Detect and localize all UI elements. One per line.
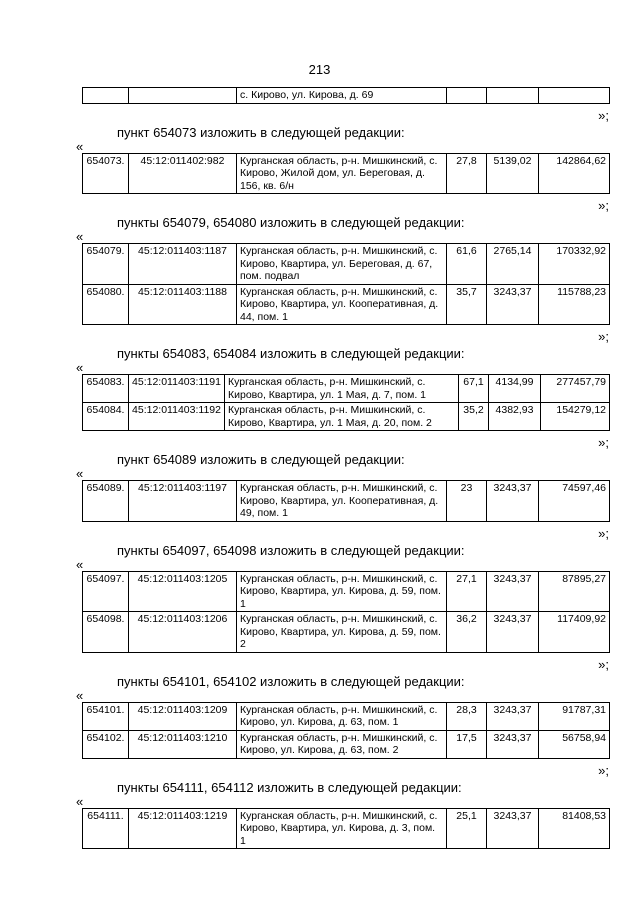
cell-cadastral: 45:12:011402:982 <box>129 153 237 194</box>
cell-address: с. Кирово, ул. Кирова, д. 69 <box>237 88 447 104</box>
cell-cadastral: 45:12:011403:1219 <box>129 808 237 849</box>
cell-area: 36,2 <box>447 612 487 653</box>
cell-total: 56758,94 <box>539 730 610 758</box>
opening-quote: « <box>76 229 84 244</box>
table-fragment-top <box>82 87 610 104</box>
cell-price: 3243,37 <box>487 571 539 612</box>
table-row <box>83 612 610 653</box>
cell-cadastral: 45:12:011403:1188 <box>129 284 237 325</box>
cell-num: 654097. <box>83 571 129 612</box>
table-row <box>83 375 610 403</box>
cell-price: 3243,37 <box>487 284 539 325</box>
cell-price: 5139,02 <box>487 153 539 194</box>
amendment-instruction: пункты 654097, 654098 изложить в следующей редакции: <box>117 542 465 558</box>
cell-cadastral: 45:12:011403:1206 <box>129 612 237 653</box>
cell-total <box>539 88 610 104</box>
table-row <box>83 403 610 431</box>
cell-area: 23 <box>447 481 487 522</box>
cell-cadastral: 45:12:011403:1209 <box>129 702 237 730</box>
cell-address: Курганская область, р-н. Мишкинский, с. Кирово, Квартира, ул. Кооперативная, д. 49, пом. 1 <box>237 481 447 522</box>
closing-quote: »; <box>598 762 609 778</box>
cell-total: 81408,53 <box>539 808 610 849</box>
opening-quote: « <box>76 466 84 481</box>
amendment-instruction: пункты 654079, 654080 изложить в следующей редакции: <box>117 215 465 230</box>
cell-num <box>83 88 129 104</box>
cell-price: 4382,93 <box>489 403 541 431</box>
opening-quote: « <box>76 793 84 809</box>
table-row <box>83 244 610 285</box>
cell-total: 91787,31 <box>539 702 610 730</box>
property-table <box>82 702 610 759</box>
cell-total: 115788,23 <box>539 284 610 325</box>
cell-address: Курганская область, р-н. Мишкинский, с. Кирово, Квартира, ул. Кирова, д. 59, пом. 1 <box>237 571 447 612</box>
cell-price: 3243,37 <box>487 808 539 849</box>
cell-price: 4134,99 <box>489 375 541 403</box>
cell-address: Курганская область, р-н. Мишкинский, с. Кирово, Квартира, ул. Кооперативная, д. 44, пом. 1 <box>237 284 447 325</box>
cell-price <box>487 88 539 104</box>
cell-area: 17,5 <box>447 730 487 758</box>
cell-address: Курганская область, р-н. Мишкинский, с. Кирово, Квартира, ул. 1 Мая, д. 7, пом. 1 <box>225 375 459 403</box>
closing-quote: »; <box>598 198 609 213</box>
table-row <box>83 571 610 612</box>
cell-price: 3243,37 <box>487 730 539 758</box>
cell-area: 27,8 <box>447 153 487 194</box>
cell-price: 2765,14 <box>487 244 539 285</box>
opening-quote: « <box>76 138 84 154</box>
cell-num: 654079. <box>83 244 129 285</box>
amendment-instruction: пункты 654101, 654102 изложить в следующей редакции: <box>117 673 465 689</box>
cell-num: 654101. <box>83 702 129 730</box>
cell-num: 654102. <box>83 730 129 758</box>
cell-area: 61,6 <box>447 244 487 285</box>
cell-area <box>447 88 487 104</box>
opening-quote: « <box>76 360 84 375</box>
property-table <box>82 374 610 431</box>
table-row <box>83 808 610 849</box>
cell-total: 117409,92 <box>539 612 610 653</box>
cell-total: 277457,79 <box>541 375 610 403</box>
cell-area: 25,1 <box>447 808 487 849</box>
closing-quote: »; <box>598 656 609 672</box>
property-table <box>82 808 610 850</box>
table-row <box>83 284 610 325</box>
property-table <box>82 571 610 653</box>
table-row <box>83 702 610 730</box>
cell-address: Курганская область, р-н. Мишкинский, с. Кирово, Жилой дом, ул. Береговая, д. 156, кв. 6/н <box>237 153 447 194</box>
cell-total: 87895,27 <box>539 571 610 612</box>
cell-total: 170332,92 <box>539 244 610 285</box>
closing-quote: »; <box>598 525 609 541</box>
cell-area: 67,1 <box>459 375 489 403</box>
amendment-instruction: пункт 654089 изложить в следующей редакции: <box>117 452 405 467</box>
table-row <box>83 153 610 194</box>
table-row <box>83 88 610 104</box>
document-body <box>0 87 639 849</box>
cell-cadastral <box>129 88 237 104</box>
table-row <box>83 481 610 522</box>
cell-address: Курганская область, р-н. Мишкинский, с. Кирово, Квартира, ул. 1 Мая, д. 20, пом. 2 <box>225 403 459 431</box>
cell-cadastral: 45:12:011403:1210 <box>129 730 237 758</box>
closing-quote: »; <box>598 107 609 123</box>
opening-quote: « <box>76 556 84 572</box>
cell-cadastral: 45:12:011403:1192 <box>129 403 225 431</box>
cell-area: 35,7 <box>447 284 487 325</box>
amendment-instruction: пункты 654111, 654112 изложить в следующей редакции: <box>117 779 462 795</box>
opening-quote: « <box>76 687 84 703</box>
cell-area: 27,1 <box>447 571 487 612</box>
cell-num: 654083. <box>83 375 129 403</box>
property-table <box>82 480 610 522</box>
property-table <box>82 153 610 195</box>
table-row <box>83 730 610 758</box>
cell-num: 654084. <box>83 403 129 431</box>
cell-area: 35,2 <box>459 403 489 431</box>
amendment-instruction: пункт 654073 изложить в следующей редакции: <box>117 124 405 140</box>
cell-num: 654073. <box>83 153 129 194</box>
cell-price: 3243,37 <box>487 612 539 653</box>
property-table <box>82 243 610 325</box>
cell-price: 3243,37 <box>487 702 539 730</box>
cell-cadastral: 45:12:011403:1205 <box>129 571 237 612</box>
cell-total: 154279,12 <box>541 403 610 431</box>
amendment-instruction: пункты 654083, 654084 изложить в следующей редакции: <box>117 346 465 361</box>
amendment-sections <box>0 125 639 850</box>
closing-quote: »; <box>598 435 609 450</box>
cell-address: Курганская область, р-н. Мишкинский, с. Кирово, Квартира, ул. Береговая, д. 67, пом. подвал <box>237 244 447 285</box>
cell-cadastral: 45:12:011403:1187 <box>129 244 237 285</box>
cell-area: 28,3 <box>447 702 487 730</box>
cell-address: Курганская область, р-н. Мишкинский, с. Кирово, Квартира, ул. Кирова, д. 3, пом. 1 <box>237 808 447 849</box>
cell-num: 654098. <box>83 612 129 653</box>
cell-cadastral: 45:12:011403:1191 <box>129 375 225 403</box>
cell-num: 654089. <box>83 481 129 522</box>
cell-address: Курганская область, р-н. Мишкинский, с. Кирово, ул. Кирова, д. 63, пом. 1 <box>237 702 447 730</box>
cell-price: 3243,37 <box>487 481 539 522</box>
cell-address: Курганская область, р-н. Мишкинский, с. Кирово, ул. Кирова, д. 63, пом. 2 <box>237 730 447 758</box>
cell-total: 142864,62 <box>539 153 610 194</box>
closing-quote: »; <box>598 329 609 344</box>
cell-num: 654111. <box>83 808 129 849</box>
cell-cadastral: 45:12:011403:1197 <box>129 481 237 522</box>
page-number: 213 <box>308 62 331 77</box>
cell-num: 654080. <box>83 284 129 325</box>
cell-address: Курганская область, р-н. Мишкинский, с. Кирово, Квартира, ул. Кирова, д. 59, пом. 2 <box>237 612 447 653</box>
cell-total: 74597,46 <box>539 481 610 522</box>
